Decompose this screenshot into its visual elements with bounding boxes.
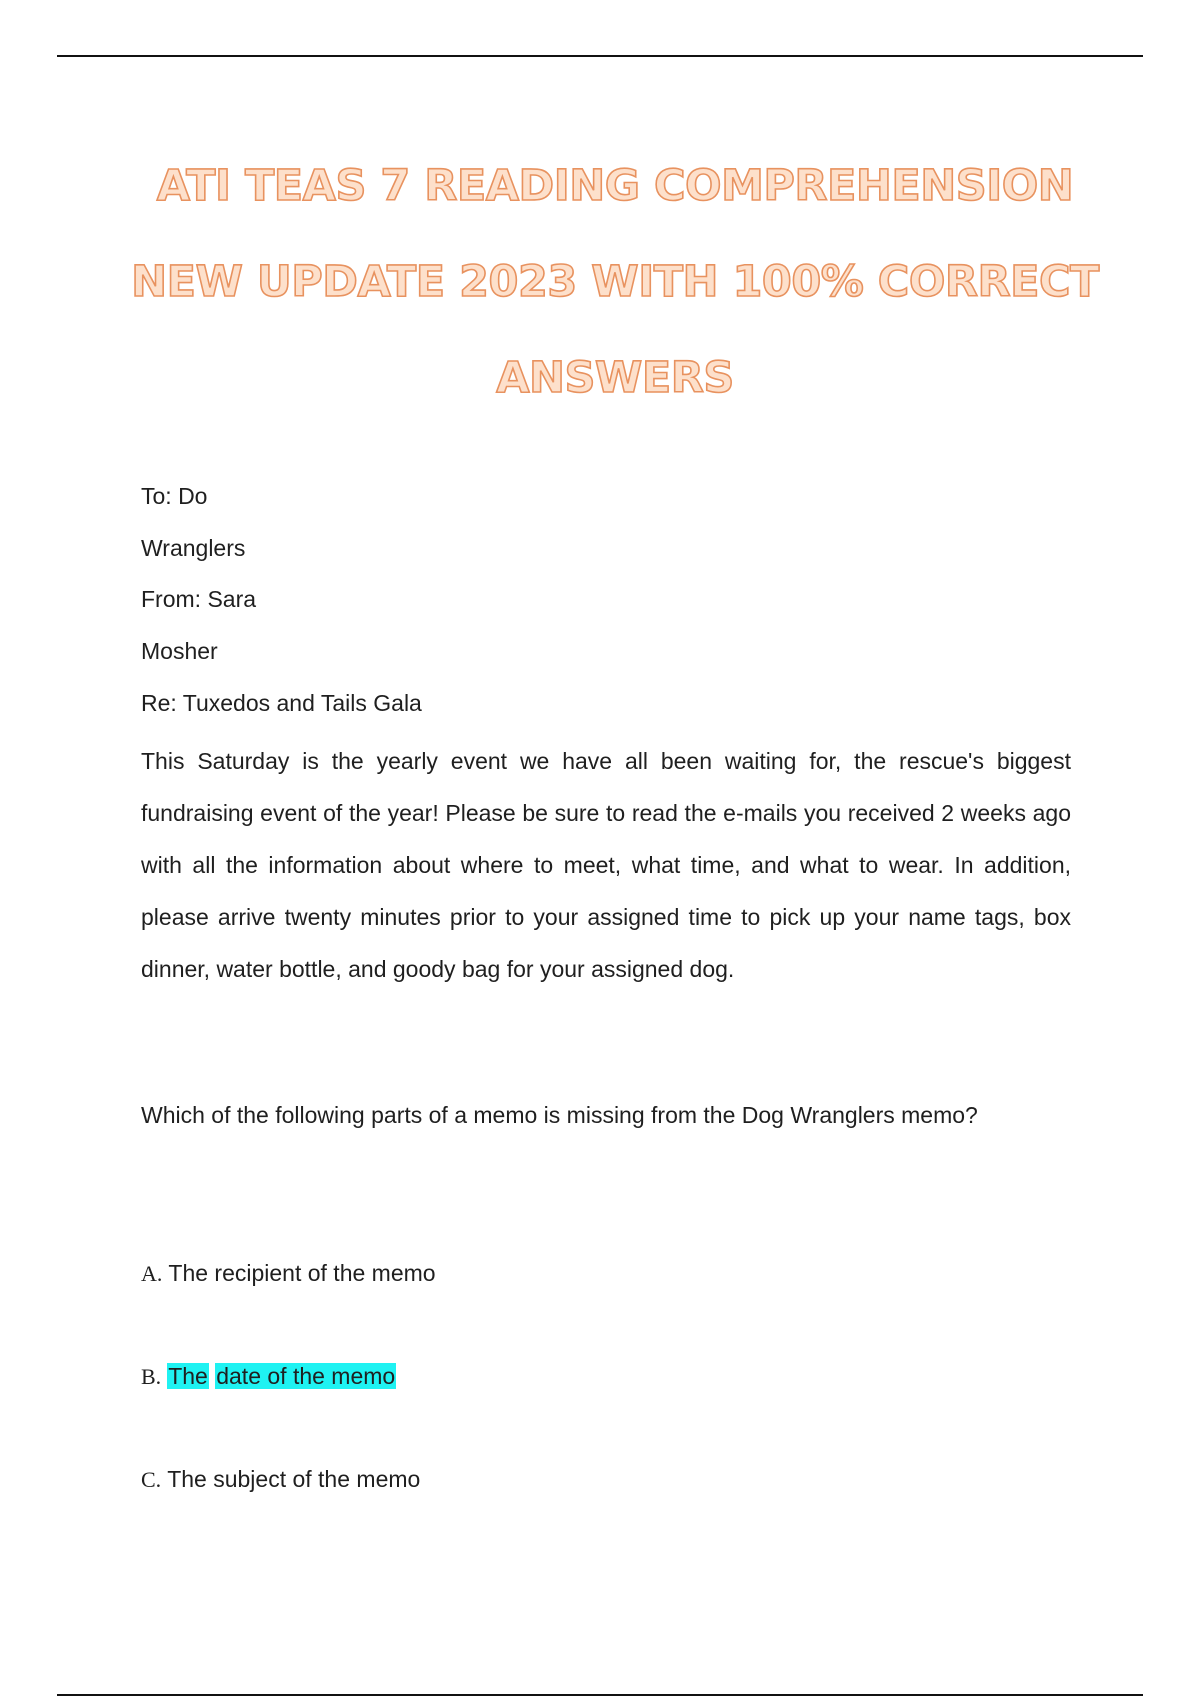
memo-from-line-1: From: Sara [141, 586, 257, 612]
question-text: Which of the following parts of a memo is missing from the Dog Wranglers memo? [141, 1102, 978, 1128]
option-c [141, 1463, 420, 1496]
top-rule [57, 55, 1143, 57]
highlighted-answer-word: The [168, 1363, 208, 1389]
memo-body: This Saturday is the yearly event we have all been waiting for, the rescue's biggest fundraising event of the year! Please be sure to read the e-mails you received 2 weeks ago with all the information about where to meet, what time, and what to wear. In addition, please arrive twenty minutes prior to your assigned time to pick up your name tags, box dinner, water bottle, and goody bag for your assigned dog. [141, 748, 1071, 982]
bottom-rule [57, 1694, 1143, 1696]
option-letter: C. [141, 1467, 162, 1492]
option-letter: B. [141, 1364, 162, 1389]
memo-from-line-2: Mosher [141, 638, 218, 664]
option-letter: A. [141, 1261, 163, 1286]
option-text: The subject of the memo [167, 1466, 421, 1492]
memo-to-line-1: To: Do [141, 483, 208, 509]
memo-re-line: Re: Tuxedos and Tails Gala [141, 690, 422, 716]
option-a [141, 1257, 436, 1290]
option-b [141, 1360, 396, 1393]
highlighted-answer-text: date of the memo [216, 1363, 396, 1389]
memo-to-line-2: Wranglers [141, 535, 246, 561]
option-text: The recipient of the memo [168, 1260, 436, 1286]
document-title: ATI TEAS 7 READING COMPREHENSION NEW UPDATE 2023 WITH 100% CORRECT ANSWERS [131, 161, 1099, 403]
